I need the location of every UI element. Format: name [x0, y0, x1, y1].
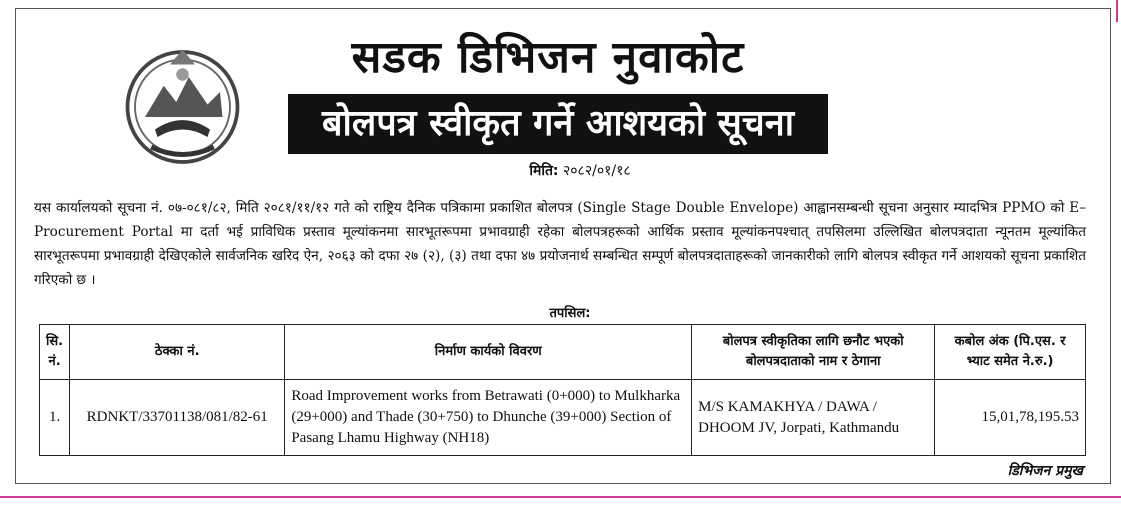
table-row	[40, 380, 1086, 456]
header-description: निर्माण कार्यको विवरण	[285, 325, 692, 380]
office-name: सडक डिभिजन नुवाकोट	[351, 32, 745, 83]
table-header-row	[40, 325, 1086, 380]
cell-contract-no: RDNKT/33701138/081/82-61	[70, 380, 285, 456]
schedule-label: तपसिल:	[549, 306, 591, 321]
notice-date	[460, 161, 700, 180]
signature-division-chief: डिभिजन प्रमुख	[1007, 463, 1083, 479]
bottom-accent-line	[0, 496, 1121, 498]
cell-amount: 15,01,78,195.53	[935, 380, 1086, 456]
date-label: मिति:	[529, 163, 559, 179]
header-amount: कबोल अंक (पि.एस. र भ्याट समेत ने.रु.)	[935, 325, 1086, 380]
nepal-government-emblem-icon	[120, 42, 245, 167]
notice-title-banner: बोलपत्र स्वीकृत गर्ने आशयको सूचना	[288, 94, 828, 154]
cell-sn: 1.	[40, 380, 70, 456]
award-table	[39, 324, 1086, 456]
header-bidder: बोलपत्र स्वीकृतिका लागि छनौट भएको बोलपत्रदाताको नाम र ठेगाना	[692, 325, 935, 380]
top-accent-line	[1116, 0, 1118, 22]
cell-description: Road Improvement works from Betrawati (0+000) to Mulkharka (29+000) and Thade (30+750) to Dhunche (39+000) Section of Pasang Lhamu Highway (NH18)	[285, 380, 692, 456]
header-contract-no: ठेक्का नं.	[70, 325, 285, 380]
header-sn: सि. नं.	[40, 325, 70, 380]
notice-paragraph: यस कार्यालयको सूचना नं. ०७-०८१/८२, मिति २०८१/११/१२ गते को राष्ट्रिय दैनिक पत्रिकामा प्रकाशित बोलपत्र (Single Stage Double Envelope) आह्वानसम्बन्धी सूचना अनुसार म्यादभित्र PPMO को E–Procurement Portal मा दर्ता भई प्राविधिक प्रस्ताव मूल्यांकनमा सारभूतरूपमा प्रभावग्राही रहेका बोलपत्रहरूको आर्थिक प्रस्ताव मूल्यांकनपश्चात् तपसिलमा उल्लिखित बोलपत्रदाता न्यूनतम मूल्यांकित सारभूतरूपमा प्रभावग्राही देखिएकोले सार्वजनिक खरिद ऐन, २०६३ को दफा २७ (२), (३) तथा दफा ४७ प्रयोजनार्थ सम्बन्धित सम्पूर्ण बोलपत्रदाताहरूको जानकारीको लागि बोलपत्र स्वीकृत गर्ने आशयको सूचना प्रकाशित गरिएको छ ।	[34, 200, 1086, 288]
cell-bidder: M/S KAMAKHYA / DAWA / DHOOM JV, Jorpati, Kathmandu	[692, 380, 935, 456]
date-value: २०८२/०१/१८	[562, 163, 631, 179]
